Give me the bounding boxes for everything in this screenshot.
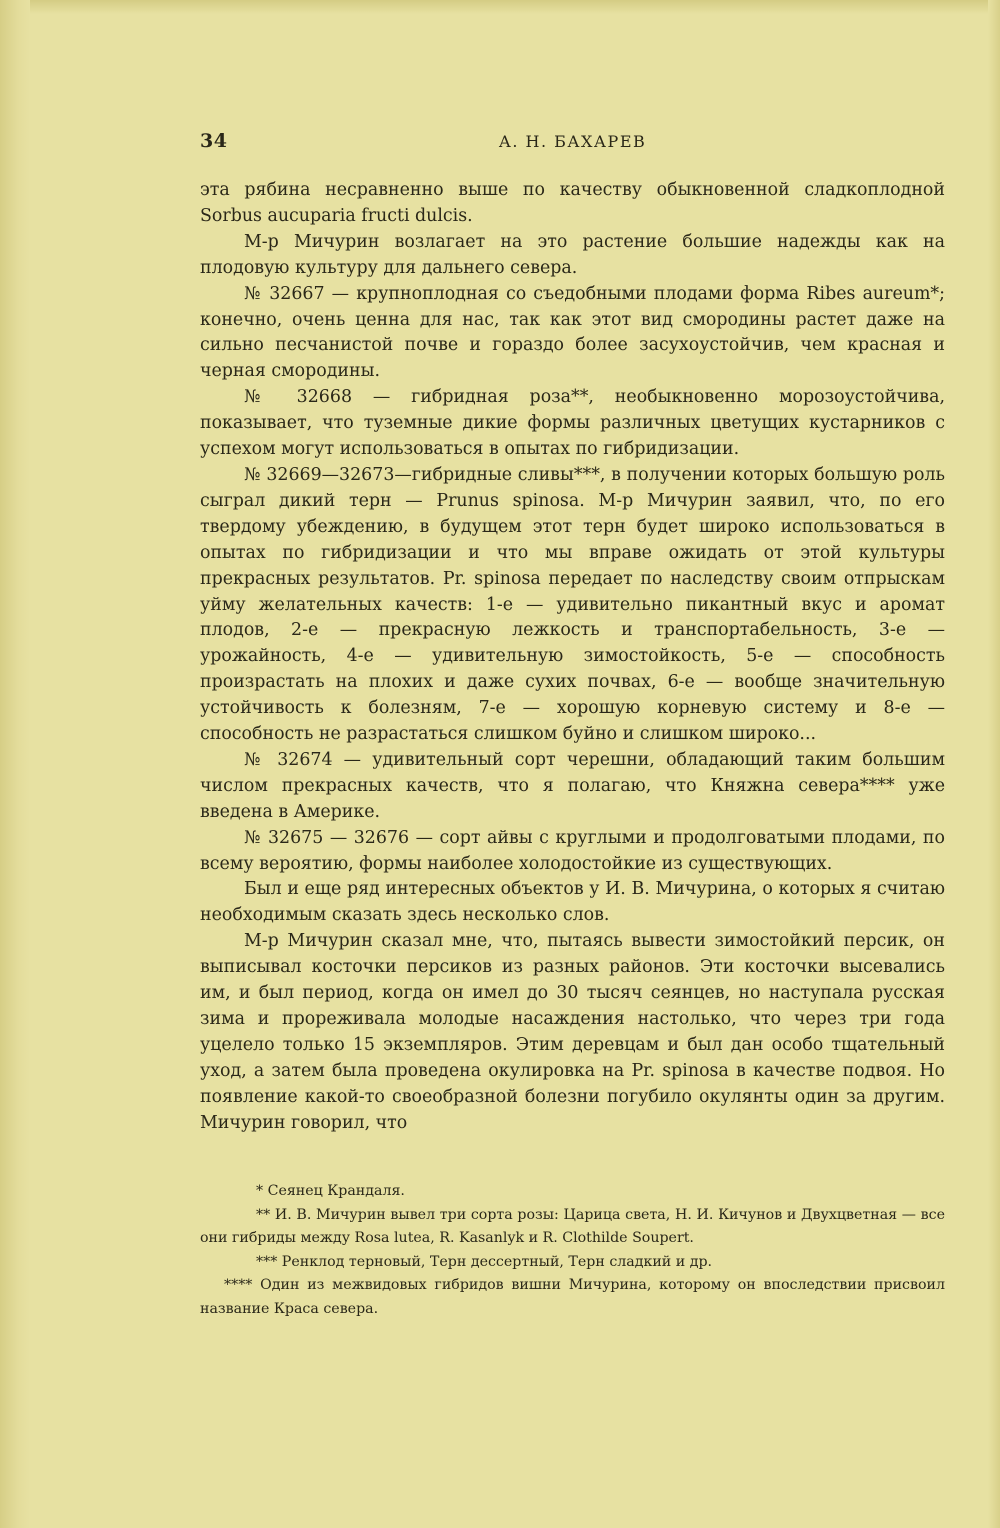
footnote: * Сеянец Крандаля. [256, 1183, 405, 1199]
paragraph: № 32668 — гибридная роза**, необыкновенно морозоустойчива, показывает, что туземные дикие формы различных цветущих кустарников с успехом могут использоваться в опытах по гибридизации. [200, 387, 945, 460]
page-binding-shadow [0, 0, 30, 1528]
footnote: ** И. В. Мичурин вывел три сорта розы: Царица света, Н. И. Кичунов и Двухцветная — все они гибриды между Rosa lutea, R. Kasanlyk и R. Clothilde Soupert. [200, 1206, 945, 1247]
paragraph: № 32674 — удивительный сорт черешни, обладающий таким большим числом прекрасных качеств, что я полагаю, что Княжна севера**** уже введена в Америке. [200, 749, 945, 822]
paragraph: эта рябина несравненно выше по качеству обыкновенной сладкоплодной Sorbus aucuparia fructi dulcis. [200, 180, 945, 226]
footnotes [200, 1180, 945, 1322]
paragraph: № 32675 — 32676 — сорт айвы с круглыми и продолговатыми плодами, по всему вероятию, формы наиболее холодостойкие из существующих. [200, 827, 945, 874]
body-text [200, 178, 945, 1137]
running-head: А. Н. БАХАРЕВ [498, 132, 647, 151]
paragraph: № 32669—32673—гибридные сливы***, в получении которых большую роль сыграл дикий терн — Prunus spinosa. М-р Мичурин заявил, что, по его твердому убеждению, в будущем этот терн будет широко использоваться в опытах по гибридизации и что мы вправе ожидать от этой культуры прекрасных результатов. Pr. spinosa передает по наследству своим отпрыскам уйму желательных качеств: 1-е — удивительно пикантный вкус и аромат плодов, 2-е — прекрасную лежкость и транспортабельность, 3-е — урожайность, 4-е — удивительную зимостойкость, 5-е — способность произрастать на плохих и даже сухих почвах, 6-е — вообще значительную устойчивость к болезням, 7-е — хорошую корневую систему и 8-е — способность не разрастаться слишком буйно и слишком широко... [200, 464, 945, 745]
paragraph: Был и еще ряд интересных объектов у И. В. Мичурина, о которых я считаю необходимым сказать здесь несколько слов. [200, 879, 945, 926]
page-edge-right [988, 0, 1000, 1528]
footnote: *** Ренклод терновый, Терн дессертный, Терн сладкий и др. [256, 1253, 713, 1270]
page-number: 34 [200, 130, 228, 152]
page-header [200, 130, 945, 160]
paragraph: М-р Мичурин сказал мне, что, пытаясь вывести зимостойкий персик, он выписывал косточки персиков из разных районов. Эти косточки высевались им, и был период, когда он имел до 30 тысяч сеянцев, но наступала русская зима и прореживала молодые насаждения настолько, что через три года уцелело только 15 экземпляров. Этим деревцам и был дан особо тщательный уход, а затем была проведена окулировка на Pr. spinosa в качестве подвоя. Но появление какой-то своеобразной болезни погубило окулянты один за другим. Мичурин говорил, что [200, 931, 945, 1133]
paragraph: № 32667 — крупноплодная со съедобными плодами форма Ribes aureum*; конечно, очень ценна для нас, так как этот вид смородины растет даже на сильно песчанистой почве и гораздо более засухоустойчив, чем красная и черная смородины. [200, 283, 945, 382]
footnote: **** Один из межвидовых гибридов вишни Мичурина, которому он впоследствии присвоил название Краса севера. [200, 1277, 945, 1317]
paragraph: М-р Мичурин возлагает на это растение большие надежды как на плодовую культуру для дальнего севера. [200, 231, 945, 278]
page-edge-top [0, 0, 1000, 14]
